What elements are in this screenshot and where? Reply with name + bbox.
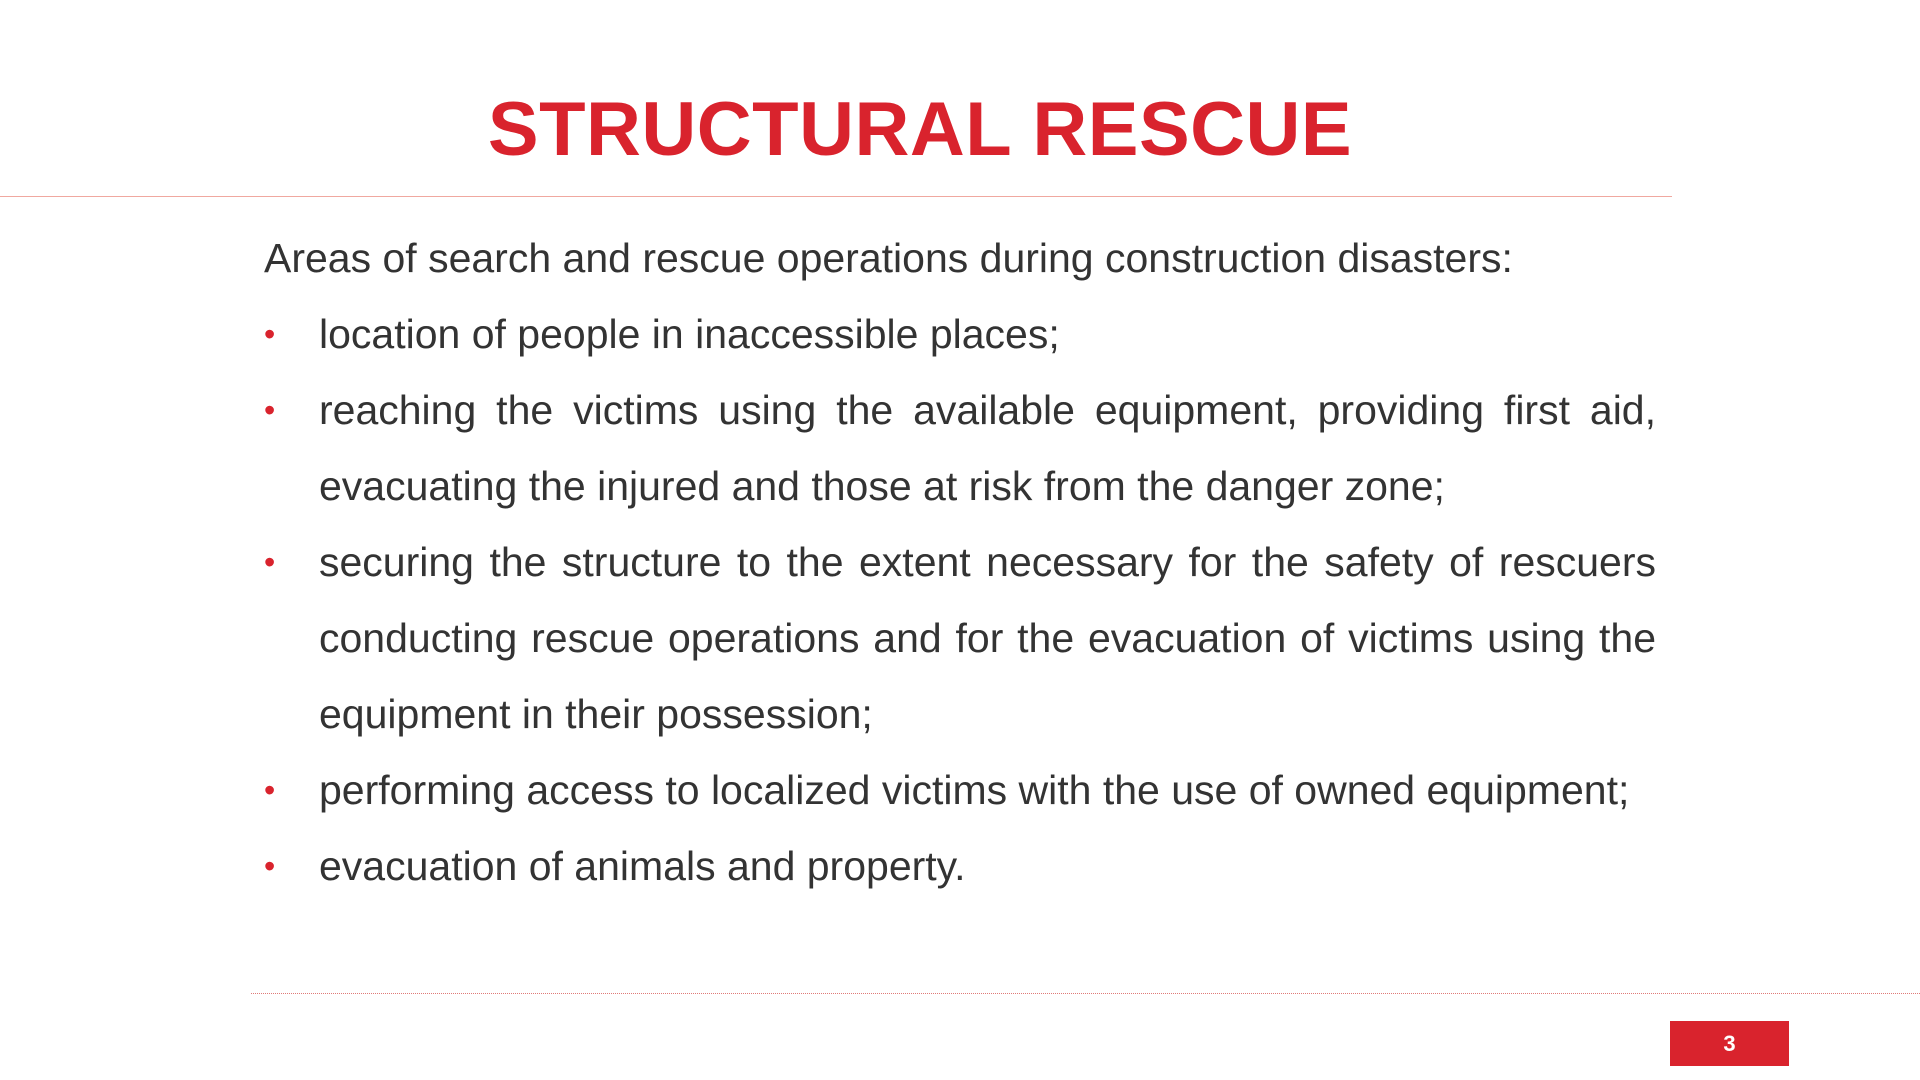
bullet-icon: • bbox=[264, 848, 276, 884]
bullet-icon: • bbox=[264, 544, 276, 580]
list-item bbox=[264, 296, 1656, 372]
bullet-text: reaching the victims using the available equipment, providing first aid, evacuating the injured and those at risk from the danger zone; bbox=[319, 387, 1656, 509]
slide-body bbox=[264, 220, 1656, 904]
bullet-text: performing access to localized victims with the use of owned equipment; bbox=[319, 767, 1630, 813]
bullet-icon: • bbox=[264, 316, 276, 352]
bullet-list bbox=[264, 296, 1656, 904]
list-item bbox=[264, 828, 1656, 904]
bullet-icon: • bbox=[264, 392, 276, 428]
slide-title: STRUCTURAL RESCUE bbox=[487, 87, 1353, 172]
page-number-badge: 3 bbox=[1670, 1021, 1789, 1066]
bullet-text: evacuation of animals and property. bbox=[319, 843, 966, 889]
intro-text: Areas of search and rescue operations during construction disasters: bbox=[264, 235, 1513, 281]
footer-divider bbox=[251, 993, 1920, 994]
bullet-icon: • bbox=[264, 772, 276, 808]
bullet-text: location of people in inaccessible places; bbox=[319, 311, 1060, 357]
list-item bbox=[264, 752, 1656, 828]
list-item bbox=[264, 372, 1656, 524]
bullet-text: securing the structure to the extent necessary for the safety of rescuers conducting rescue operations and for the evacuation of victims using the equipment in their possession; bbox=[319, 539, 1656, 737]
list-item bbox=[264, 524, 1656, 752]
title-divider bbox=[0, 196, 1672, 197]
